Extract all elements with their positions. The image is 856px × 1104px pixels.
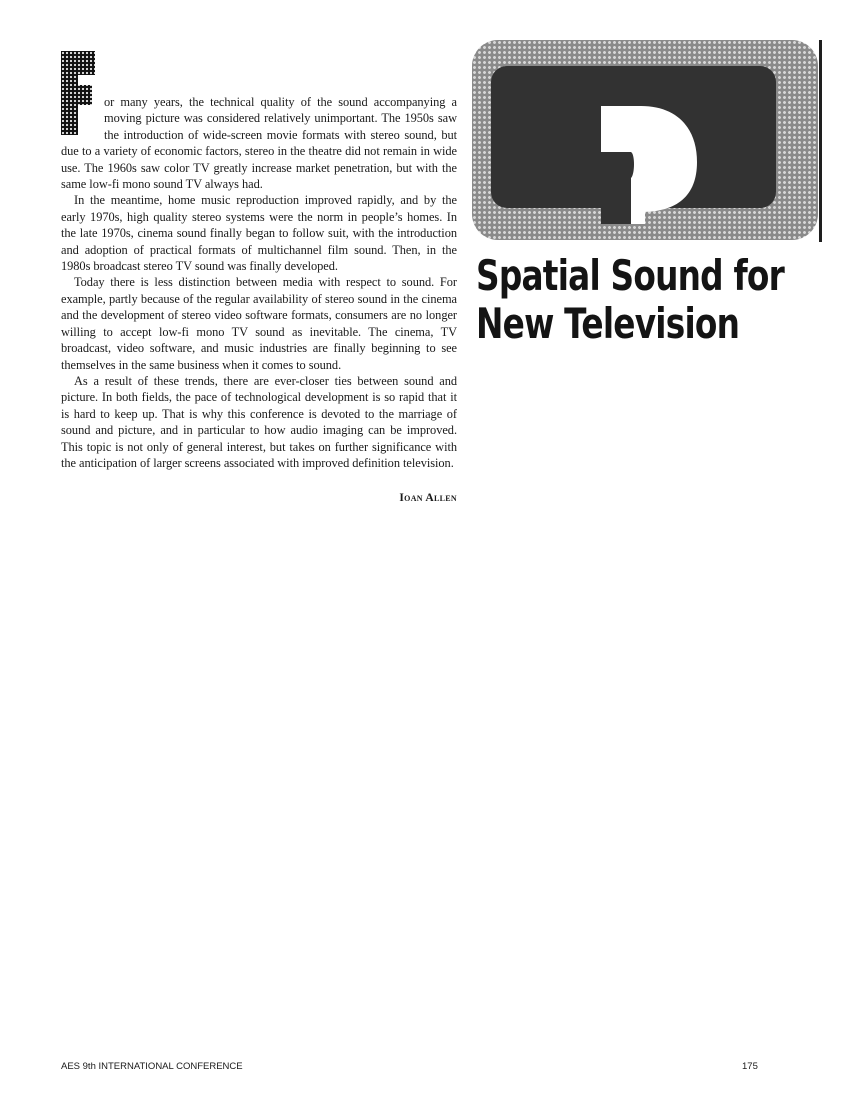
article-paragraph-2: In the meantime, home music reproduction improved rapidly, and by the early 1970s, high quality stereo systems were the norm in people’s homes. In the late 1970s, cinema sound finally began to follow suit, with the introduction and adoption of practical formats of multichannel film sound. Then, in the 1980s broadcast stereo TV sound was finally developed. — [61, 193, 457, 274]
footer-conference: AES 9th INTERNATIONAL CONFERENCE — [61, 1061, 243, 1072]
title-line-2: New Television — [476, 299, 740, 348]
drop-cap-f-icon — [61, 51, 95, 135]
letter-d-icon — [601, 106, 697, 224]
article-paragraph-4: As a result of these trends, there are ever-closer ties between sound and picture. In both fields, the pace of technological development is so rapid that it is hard to keep up. That is why this conference is devoted to the marriage of sound and picture, and in particular to how audio imaging can be improved. This topic is not only of general interest, but takes on further significance with the anticipation of larger screens associated with improved definition television. — [61, 373, 457, 470]
emblem-panel — [491, 66, 776, 208]
article-paragraph-1: or many years, the technical quality of the sound accompanying a moving picture was considered relatively unimportant. The 1950s saw the introduction of wide-screen movie formats with stereo sound, but due to a variety of economic factors, stereo in the theatre did not remain in wide use. The 1960s saw color TV greatly increase market penetration, but with the same low-fi mono sound TV always had. — [61, 94, 457, 192]
footer-page-number: 175 — [742, 1061, 758, 1072]
emblem-letter-d — [601, 106, 697, 229]
author-signature: Ioan Allen — [399, 492, 457, 505]
article-paragraph-3: Today there is less distinction between media with respect to sound. For example, partly because of the regular availability of stereo sound in the cinema and the development of stereo video software formats, consumers are no longer willing to accept low-fi mono TV sound as inevitable. The cinema, TV broadcast, video software, and music industries are finally beginning to see themselves in the same business when it comes to sound. — [61, 275, 457, 372]
introduction-article — [61, 94, 457, 507]
title-line-1: Spatial Sound for — [476, 251, 785, 300]
section-emblem — [472, 40, 822, 242]
emblem-edge-rule — [819, 40, 822, 242]
drop-cap-f — [61, 51, 95, 135]
article-title — [476, 252, 784, 348]
